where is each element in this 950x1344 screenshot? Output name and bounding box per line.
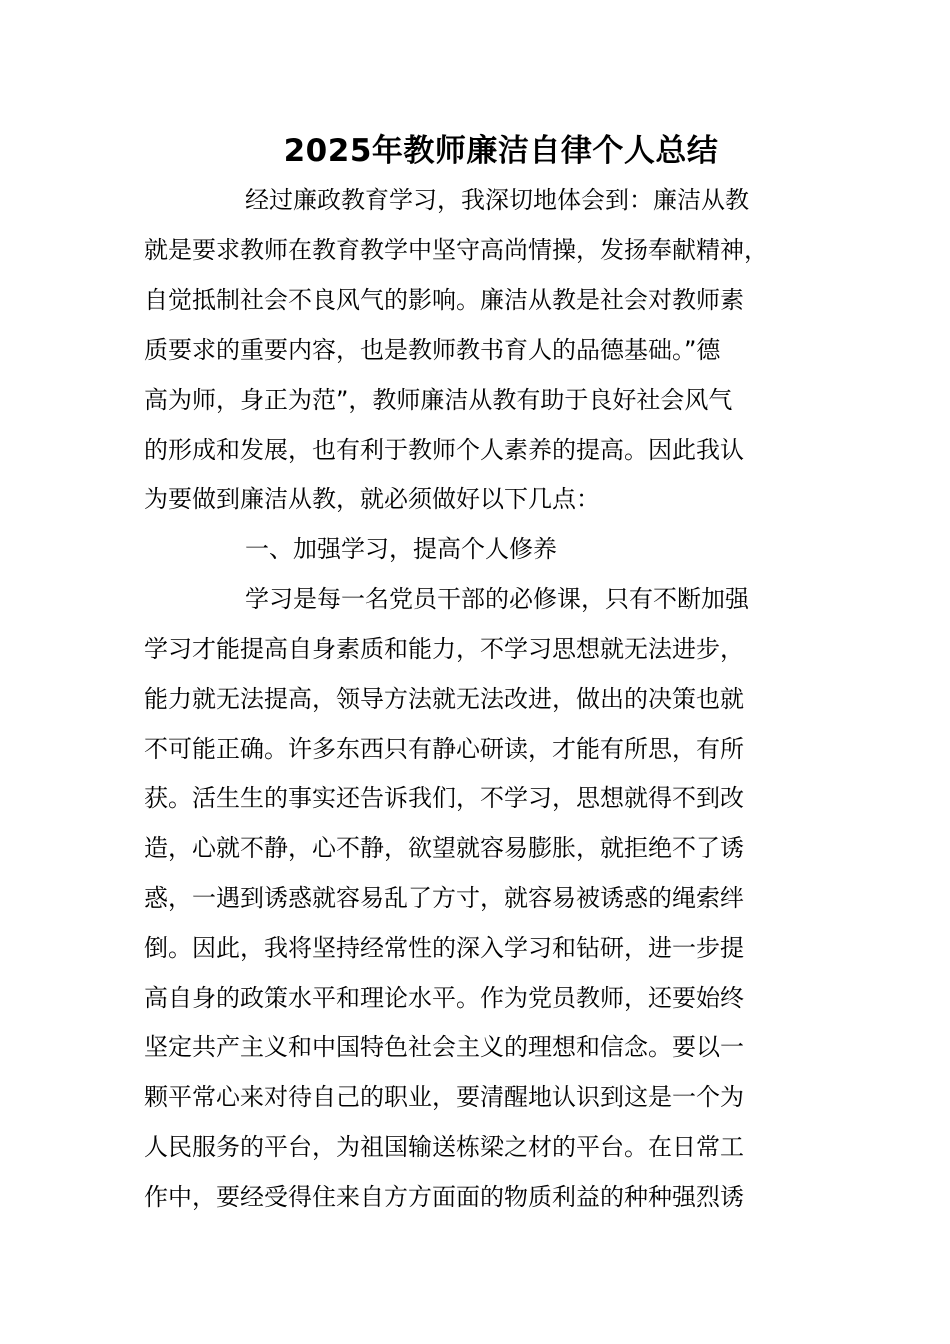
paragraph-line: 学习才能提高自身素质和能力，不学习思想就无法进步， <box>144 635 744 663</box>
paragraph-line: 坚定共产主义和中国特色社会主义的理想和信念。要以一 <box>144 1033 744 1061</box>
paragraph-line: 高自身的政策水平和理论水平。作为党员教师，还要始终 <box>144 984 744 1012</box>
paragraph-line: 学习是每一名党员干部的必修课，只有不断加强 <box>245 585 749 613</box>
paragraph-line: 的形成和发展，也有利于教师个人素养的提高。因此我认 <box>144 436 744 464</box>
paragraph-line: 就是要求教师在教育教学中坚守高尚情操，发扬奉献精神， <box>144 236 768 264</box>
paragraph-line: 经过廉政教育学习，我深切地体会到：廉洁从教 <box>245 186 749 214</box>
paragraph-line: 颗平常心来对待自己的职业，要清醒地认识到这是一个为 <box>144 1083 744 1111</box>
paragraph-line: 不可能正确。许多东西只有静心研读，才能有所思，有所 <box>144 735 744 763</box>
paragraph-line: 造，心就不静，心不静，欲望就容易膨胀，就拒绝不了诱 <box>144 834 744 862</box>
paragraph-line: 倒。因此，我将坚持经常性的深入学习和钻研，进一步提 <box>144 934 744 962</box>
paragraph-line: 为要做到廉洁从教，就必须做好以下几点： <box>144 485 600 513</box>
paragraph-line: 质要求的重要内容，也是教师教书育人的品德基础。”德 <box>144 336 721 364</box>
paragraph-line: 能力就无法提高，领导方法就无法改进，做出的决策也就 <box>144 685 744 713</box>
paragraph-line: 自觉抵制社会不良风气的影响。廉洁从教是社会对教师素 <box>144 286 744 314</box>
paragraph-line: 作中，要经受得住来自方方面面的物质利益的种种强烈诱 <box>144 1183 744 1211</box>
paragraph-line: 人民服务的平台，为祖国输送栋梁之材的平台。在日常工 <box>144 1133 744 1161</box>
paragraph-line: 惑，一遇到诱惑就容易乱了方寸，就容易被诱惑的绳索绊 <box>144 884 744 912</box>
paragraph-line: 高为师，身正为范”，教师廉洁从教有助于良好社会风气 <box>144 386 733 414</box>
document-title: 2025年教师廉洁自律个人总结 <box>283 133 719 169</box>
section-heading: 一、加强学习，提高个人修养 <box>245 535 557 563</box>
paragraph-line: 获。活生生的事实还告诉我们，不学习，思想就得不到改 <box>144 784 744 812</box>
